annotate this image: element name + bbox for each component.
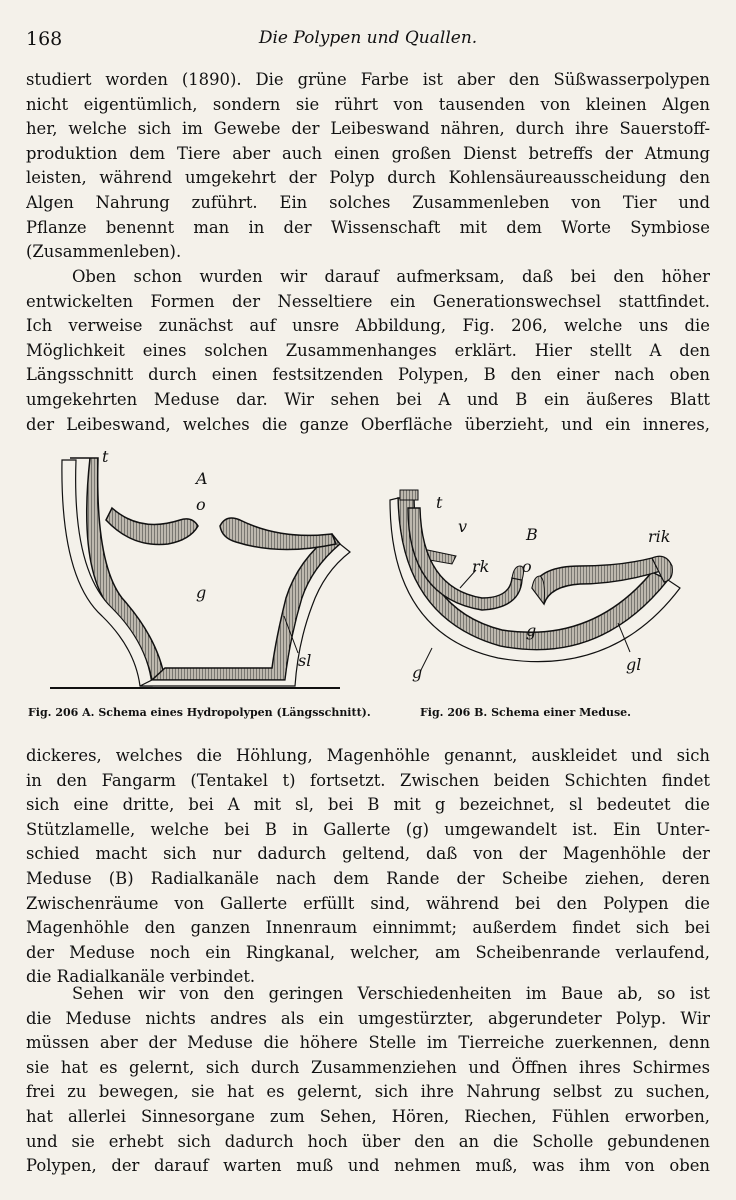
figure-206	[28, 448, 700, 728]
running-title: Die Polypen und Quallen.	[258, 28, 478, 48]
label-a-t: t	[102, 448, 109, 466]
text-line: dickeres, welches die Höhlung, Magenhöhle genannt, auskleidet und sich	[26, 746, 710, 765]
figure-drawing	[40, 448, 700, 728]
text-line: und sie erhebt sich dadurch hoch über den an die Scholle gebundenen	[26, 1131, 710, 1151]
text-line: produktion dem Tiere aber auch einen großen Dienst betreffs der Atmung	[26, 143, 710, 163]
figure-a-hydropolyp	[50, 448, 350, 688]
label-a-g: g	[196, 583, 207, 602]
text-line: Meduse (B) Radialkanäle nach dem Rande der Scheibe ziehen, deren	[26, 868, 710, 888]
label-a-o: o	[196, 495, 206, 514]
text-line: Algen Nahrung zuführt. Ein solches Zusammenleben von Tier und	[26, 192, 710, 212]
text-line: Oben schon wurden wir darauf aufmerksam, daß bei den höher	[72, 267, 710, 286]
text-line: sie hat es gelernt, sich durch Zusammenziehen und Öffnen ihres Schirmes	[26, 1057, 710, 1077]
text-line: Längsschnitt durch einen festsitzenden Polypen, B den einer nach oben	[26, 365, 710, 385]
text-line: Sehen wir von den geringen Verschiedenheiten im Baue ab, so ist	[72, 984, 710, 1003]
text-line: umgekehrten Meduse dar. Wir sehen bei A und B ein äußeres Blatt	[26, 389, 710, 409]
text-line: studiert worden (1890). Die grüne Farbe ist aber den Süßwasserpolypen	[26, 70, 710, 89]
text-line: Magenhöhle den ganzen Innenraum einnimmt; außerdem findet sich bei	[26, 918, 710, 938]
label-b-g-outer: g	[412, 663, 423, 682]
label-b-rk: rk	[472, 557, 490, 576]
text-line: leisten, während umgekehrt der Polyp durch Kohlensäureausscheidung den	[26, 168, 710, 188]
text-line: (Zusammenleben).	[26, 242, 182, 262]
text-line: schied macht sich nur dadurch geltend, daß von der Magenhöhle der	[26, 844, 710, 864]
caption-figure-a: Fig. 206 A. Schema eines Hydropolypen (Längsschnitt).	[28, 706, 371, 719]
text-line: her, welche sich im Gewebe der Leibeswand nähren, durch ihre Sauerstoff-	[26, 119, 710, 139]
paragraph-4	[26, 982, 710, 1179]
label-a-A: A	[196, 469, 208, 488]
paragraph-3	[26, 744, 710, 990]
text-line: hat allerlei Sinnesorgane zum Sehen, Hören, Riechen, Fühlen erworben,	[26, 1106, 710, 1126]
paragraph-2	[26, 265, 710, 437]
text-line: müssen aber der Meduse die höhere Stelle im Tierreiche zuerkennen, denn	[26, 1033, 710, 1053]
label-b-gl: gl	[626, 655, 642, 674]
text-line: entwickelten Formen der Nesseltiere ein Generationswechsel stattfindet.	[26, 291, 710, 311]
paragraph-1	[26, 68, 710, 265]
label-b-t: t	[436, 493, 443, 512]
label-a-sl: sl	[298, 651, 312, 670]
label-b-v: v	[458, 517, 468, 536]
figure-b-meduse	[390, 490, 680, 682]
label-b-g: g	[526, 621, 537, 640]
text-line: Pflanze benennt man in der Wissenschaft mit dem Worte Symbiose	[26, 217, 710, 237]
text-line: sich eine dritte, bei A mit sl, bei B mit g bezeichnet, sl bedeutet die	[26, 795, 710, 815]
label-b-o: o	[522, 557, 532, 576]
page-number: 168	[26, 28, 63, 50]
text-line: frei zu bewegen, sie hat es gelernt, sich ihre Nahrung selbst zu suchen,	[26, 1082, 710, 1102]
text-line: der Meduse noch ein Ringkanal, welcher, am Scheibenrande verlaufend,	[26, 942, 710, 962]
text-line: die Meduse nichts andres als ein umgestürzter, abgerundeter Polyp. Wir	[26, 1008, 710, 1028]
label-b-B: B	[526, 525, 538, 544]
text-line: nicht eigentümlich, sondern sie rührt von tausenden von kleinen Algen	[26, 94, 710, 114]
text-line: Möglichkeit eines solchen Zusammenhanges erklärt. Hier stellt A den	[26, 340, 710, 360]
label-b-rik: rik	[648, 527, 671, 546]
text-line: in den Fangarm (Tentakel t) fortsetzt. Zwischen beiden Schichten findet	[26, 770, 710, 790]
page-header	[26, 28, 710, 58]
text-line: der Leibeswand, welches die ganze Oberfläche überzieht, und ein inneres,	[26, 414, 710, 434]
text-line: Ich verweise zunächst auf unsre Abbildung, Fig. 206, welche uns die	[26, 316, 710, 336]
caption-figure-b: Fig. 206 B. Schema einer Meduse.	[420, 706, 632, 719]
text-line: die Radialkanäle verbindet.	[26, 967, 256, 987]
text-line: Polypen, der darauf warten muß und nehmen muß, was ihm von oben	[26, 1156, 710, 1176]
text-line: Stützlamelle, welche bei B in Gallerte (g) umgewandelt ist. Ein Unter-	[26, 819, 710, 839]
text-line: Zwischenräume von Gallerte erfüllt sind, während bei den Polypen die	[26, 893, 710, 913]
